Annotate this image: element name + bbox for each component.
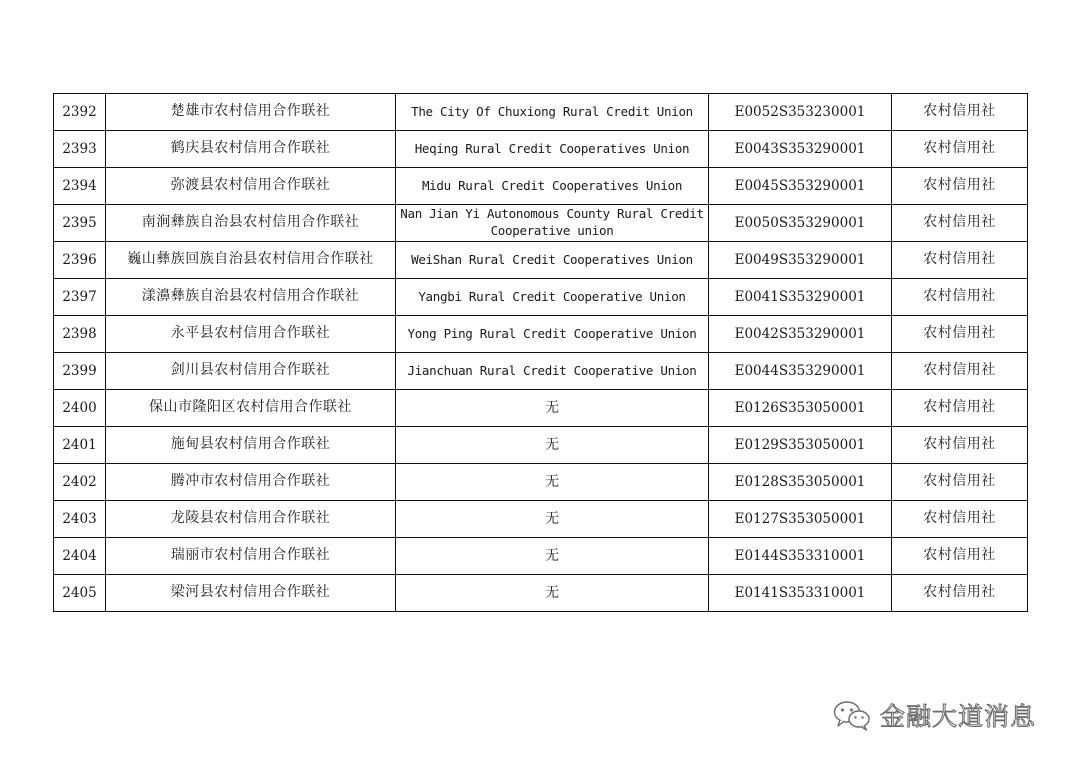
table-row bbox=[54, 168, 1028, 205]
table-row bbox=[54, 94, 1028, 131]
english-name-cell: 无 bbox=[396, 501, 709, 538]
watermark-text: 金融大道消息 bbox=[880, 702, 1037, 731]
chinese-name-cell: 剑川县农村信用合作联社 bbox=[106, 353, 396, 390]
english-name-cell: 无 bbox=[396, 427, 709, 464]
institution-code-cell: E0126S353050001 bbox=[709, 390, 892, 427]
english-name-cell: Jianchuan Rural Credit Cooperative Union bbox=[396, 353, 709, 390]
table-row bbox=[54, 279, 1028, 316]
institution-type-cell: 农村信用社 bbox=[892, 94, 1028, 131]
institution-type-cell: 农村信用社 bbox=[892, 501, 1028, 538]
institution-table-body bbox=[54, 94, 1028, 612]
table-row bbox=[54, 390, 1028, 427]
row-number-cell: 2393 bbox=[54, 131, 106, 168]
english-name-cell: Yangbi Rural Credit Cooperative Union bbox=[396, 279, 709, 316]
row-number-cell: 2402 bbox=[54, 464, 106, 501]
english-name-cell: 无 bbox=[396, 575, 709, 612]
institution-type-cell: 农村信用社 bbox=[892, 538, 1028, 575]
chinese-name-cell: 腾冲市农村信用合作联社 bbox=[106, 464, 396, 501]
institution-type-cell: 农村信用社 bbox=[892, 242, 1028, 279]
table-row bbox=[54, 353, 1028, 390]
institution-code-cell: E0042S353290001 bbox=[709, 316, 892, 353]
institution-type-cell: 农村信用社 bbox=[892, 427, 1028, 464]
row-number-cell: 2400 bbox=[54, 390, 106, 427]
row-number-cell: 2394 bbox=[54, 168, 106, 205]
institution-code-cell: E0141S353310001 bbox=[709, 575, 892, 612]
row-number-cell: 2399 bbox=[54, 353, 106, 390]
institution-code-cell: E0041S353290001 bbox=[709, 279, 892, 316]
institution-type-cell: 农村信用社 bbox=[892, 353, 1028, 390]
institution-type-cell: 农村信用社 bbox=[892, 168, 1028, 205]
row-number-cell: 2397 bbox=[54, 279, 106, 316]
row-number-cell: 2403 bbox=[54, 501, 106, 538]
row-number-cell: 2398 bbox=[54, 316, 106, 353]
institution-type-cell: 农村信用社 bbox=[892, 464, 1028, 501]
table-row bbox=[54, 427, 1028, 464]
row-number-cell: 2401 bbox=[54, 427, 106, 464]
chinese-name-cell: 漾濞彝族自治县农村信用合作联社 bbox=[106, 279, 396, 316]
table-row bbox=[54, 501, 1028, 538]
english-name-cell: 无 bbox=[396, 390, 709, 427]
institution-code-cell: E0127S353050001 bbox=[709, 501, 892, 538]
chinese-name-cell: 鹤庆县农村信用合作联社 bbox=[106, 131, 396, 168]
table-row bbox=[54, 131, 1028, 168]
table-row bbox=[54, 316, 1028, 353]
institution-code-cell: E0129S353050001 bbox=[709, 427, 892, 464]
english-name-cell: Nan Jian Yi Autonomous County Rural Credit Cooperative union bbox=[396, 205, 709, 242]
institution-code-cell: E0043S353290001 bbox=[709, 131, 892, 168]
english-name-cell: Midu Rural Credit Cooperatives Union bbox=[396, 168, 709, 205]
row-number-cell: 2396 bbox=[54, 242, 106, 279]
chinese-name-cell: 梁河县农村信用合作联社 bbox=[106, 575, 396, 612]
institution-type-cell: 农村信用社 bbox=[892, 279, 1028, 316]
english-name-cell: The City Of Chuxiong Rural Credit Union bbox=[396, 94, 709, 131]
institution-type-cell: 农村信用社 bbox=[892, 390, 1028, 427]
row-number-cell: 2392 bbox=[54, 94, 106, 131]
english-name-cell: WeiShan Rural Credit Cooperatives Union bbox=[396, 242, 709, 279]
english-name-cell: Heqing Rural Credit Cooperatives Union bbox=[396, 131, 709, 168]
institution-code-cell: E0144S353310001 bbox=[709, 538, 892, 575]
institution-code-cell: E0044S353290001 bbox=[709, 353, 892, 390]
english-name-cell: 无 bbox=[396, 538, 709, 575]
english-name-cell: Yong Ping Rural Credit Cooperative Union bbox=[396, 316, 709, 353]
table-row bbox=[54, 575, 1028, 612]
row-number-cell: 2395 bbox=[54, 205, 106, 242]
chinese-name-cell: 巍山彝族回族自治县农村信用合作联社 bbox=[106, 242, 396, 279]
institution-code-cell: E0045S353290001 bbox=[709, 168, 892, 205]
table-row bbox=[54, 242, 1028, 279]
institution-type-cell: 农村信用社 bbox=[892, 316, 1028, 353]
institution-table bbox=[53, 93, 1028, 612]
chinese-name-cell: 龙陵县农村信用合作联社 bbox=[106, 501, 396, 538]
institution-type-cell: 农村信用社 bbox=[892, 131, 1028, 168]
institution-type-cell: 农村信用社 bbox=[892, 205, 1028, 242]
institution-code-cell: E0050S353290001 bbox=[709, 205, 892, 242]
institution-code-cell: E0052S353230001 bbox=[709, 94, 892, 131]
watermark bbox=[832, 697, 1036, 733]
chinese-name-cell: 永平县农村信用合作联社 bbox=[106, 316, 396, 353]
table-row bbox=[54, 464, 1028, 501]
chinese-name-cell: 弥渡县农村信用合作联社 bbox=[106, 168, 396, 205]
institution-type-cell: 农村信用社 bbox=[892, 575, 1028, 612]
wechat-icon bbox=[832, 699, 872, 731]
table-row bbox=[54, 538, 1028, 575]
chinese-name-cell: 保山市隆阳区农村信用合作联社 bbox=[106, 390, 396, 427]
chinese-name-cell: 瑞丽市农村信用合作联社 bbox=[106, 538, 396, 575]
institution-code-cell: E0128S353050001 bbox=[709, 464, 892, 501]
row-number-cell: 2405 bbox=[54, 575, 106, 612]
english-name-cell: 无 bbox=[396, 464, 709, 501]
chinese-name-cell: 楚雄市农村信用合作联社 bbox=[106, 94, 396, 131]
row-number-cell: 2404 bbox=[54, 538, 106, 575]
chinese-name-cell: 南涧彝族自治县农村信用合作联社 bbox=[106, 205, 396, 242]
institution-code-cell: E0049S353290001 bbox=[709, 242, 892, 279]
table-row bbox=[54, 205, 1028, 242]
chinese-name-cell: 施甸县农村信用合作联社 bbox=[106, 427, 396, 464]
